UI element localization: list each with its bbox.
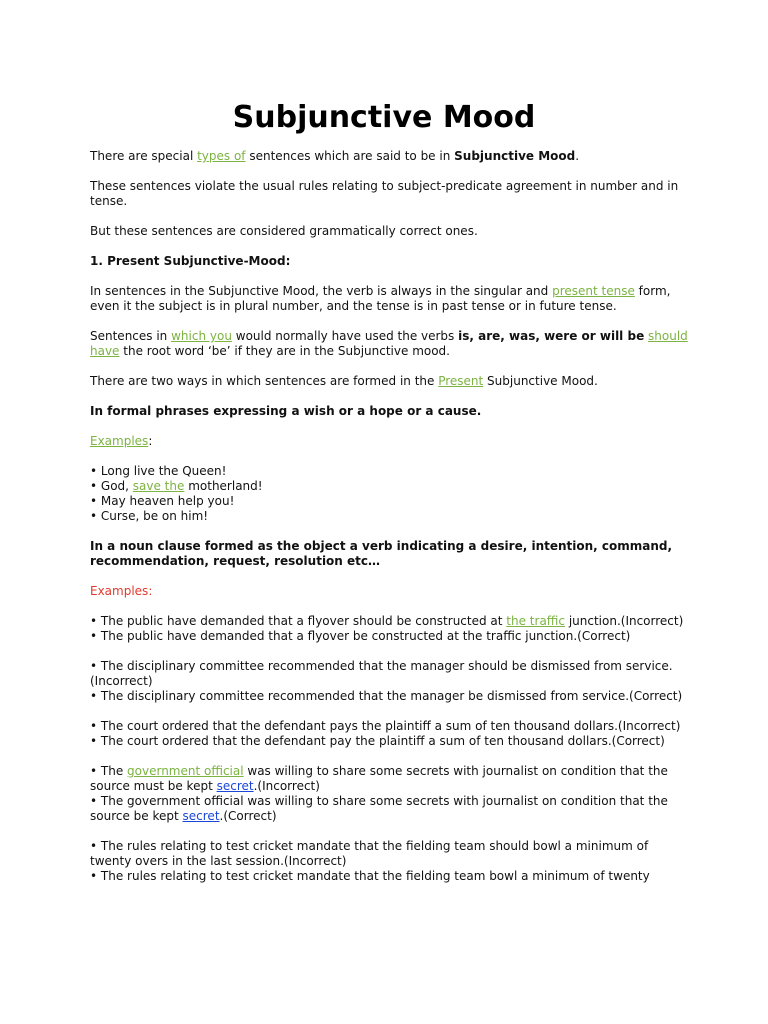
example-correct: • The court ordered that the defendant pay the plaintiff a sum of ten thousand dollars.(Correct) [90, 734, 665, 748]
example-correct: • The public have demanded that a flyover be constructed at the traffic junction.(Correct) [90, 629, 631, 643]
example-block-flyover [90, 614, 690, 644]
example-incorrect [90, 764, 690, 794]
example-block-official [90, 764, 690, 824]
text-span: • The public have demanded that a flyover should be constructed at [90, 614, 507, 628]
text-span: form, even it the subject is in plural number, and the tense is in past tense or in future tense. [90, 284, 671, 313]
link-present[interactable]: Present [438, 374, 484, 388]
bold-verbs: is, are, was, were or will be [458, 329, 645, 343]
example-incorrect: • The disciplinary committee recommended that the manager should be dismissed from service.(Incorrect) [90, 659, 673, 688]
example-incorrect [90, 614, 690, 629]
link-types-of[interactable]: types of [197, 149, 246, 163]
link-present-tense[interactable]: present tense [552, 284, 635, 298]
text-span: : [148, 434, 153, 448]
document-body [90, 149, 690, 899]
subheading-noun-clause: In a noun clause formed as the object a verb indicating a desire, intention, command, recommendation, request, resolution etc… [90, 539, 673, 568]
paragraph-violate-rules: These sentences violate the usual rules relating to subject-predicate agreement in number and in tense. [90, 179, 679, 208]
link-save-the[interactable]: save the [132, 479, 185, 493]
example-block-court [90, 719, 690, 749]
text-span: Sentences in [90, 329, 172, 343]
list-item: • Long live the Queen! [90, 464, 227, 478]
paragraph-two-ways [90, 374, 690, 389]
text-span: .(Correct) [219, 809, 277, 823]
bold-term: Subjunctive Mood [454, 149, 576, 163]
list-item [90, 479, 690, 494]
link-which-you[interactable]: which you [171, 329, 232, 343]
intro-paragraph [90, 149, 690, 164]
text-span: In sentences in the Subjunctive Mood, the verb is always in the singular and [90, 284, 553, 298]
text-span: was willing to share some secrets with journalist on condition that the source must be kept [90, 764, 668, 793]
text-span: junction.(Incorrect) [565, 614, 684, 628]
text-span: • The [90, 764, 128, 778]
example-correct: • The rules relating to test cricket mandate that the fielding team bowl a minimum of twenty [90, 869, 650, 883]
text-span: Subjunctive Mood. [483, 374, 598, 388]
paragraph-verbs [90, 329, 690, 359]
list-item: • Curse, be on him! [90, 509, 209, 523]
example-incorrect: • The court ordered that the defendant pays the plaintiff a sum of ten thousand dollars.(Incorrect) [90, 719, 681, 733]
text-span: • The government official was willing to share some secrets with journalist on condition that the source be kept [90, 794, 668, 823]
subheading-formal-phrases: In formal phrases expressing a wish or a hope or a cause. [90, 404, 482, 418]
text-span: would normally have used the verbs [231, 329, 459, 343]
formal-phrase-list [90, 464, 690, 524]
link-secret[interactable]: secret [182, 809, 220, 823]
text-span: .(Incorrect) [253, 779, 320, 793]
examples-label [90, 434, 690, 449]
link-secret[interactable]: secret [216, 779, 254, 793]
link-should-have[interactable]: should have [90, 329, 688, 358]
example-block-cricket [90, 839, 690, 884]
examples-heading-red: Examples: [90, 584, 153, 598]
link-government-official[interactable]: government official [127, 764, 244, 778]
text-span: . [575, 149, 580, 163]
list-item: • May heaven help you! [90, 494, 235, 508]
link-examples[interactable]: Examples [90, 434, 149, 448]
example-correct [90, 794, 690, 824]
text-span: There are special [90, 149, 198, 163]
page-title: Subjunctive Mood [232, 100, 536, 135]
text-span: the root word ‘be’ if they are in the Subjunctive mood. [119, 344, 450, 358]
paragraph-singular-verb [90, 284, 690, 314]
text-span: There are two ways in which sentences are formed in the [90, 374, 439, 388]
example-incorrect: • The rules relating to test cricket mandate that the fielding team should bowl a minimum of twenty overs in the last session.(Incorrect) [90, 839, 649, 868]
example-correct: • The disciplinary committee recommended that the manager be dismissed from service.(Correct) [90, 689, 683, 703]
text-span: sentences which are said to be in [245, 149, 455, 163]
text-span: • God, [90, 479, 133, 493]
text-span: motherland! [184, 479, 263, 493]
paragraph-correct-ones: But these sentences are considered grammatically correct ones. [90, 224, 478, 238]
link-the-traffic[interactable]: the traffic [506, 614, 565, 628]
example-block-committee [90, 659, 690, 704]
section-heading-present-subjunctive: 1. Present Subjunctive-Mood: [90, 254, 291, 268]
